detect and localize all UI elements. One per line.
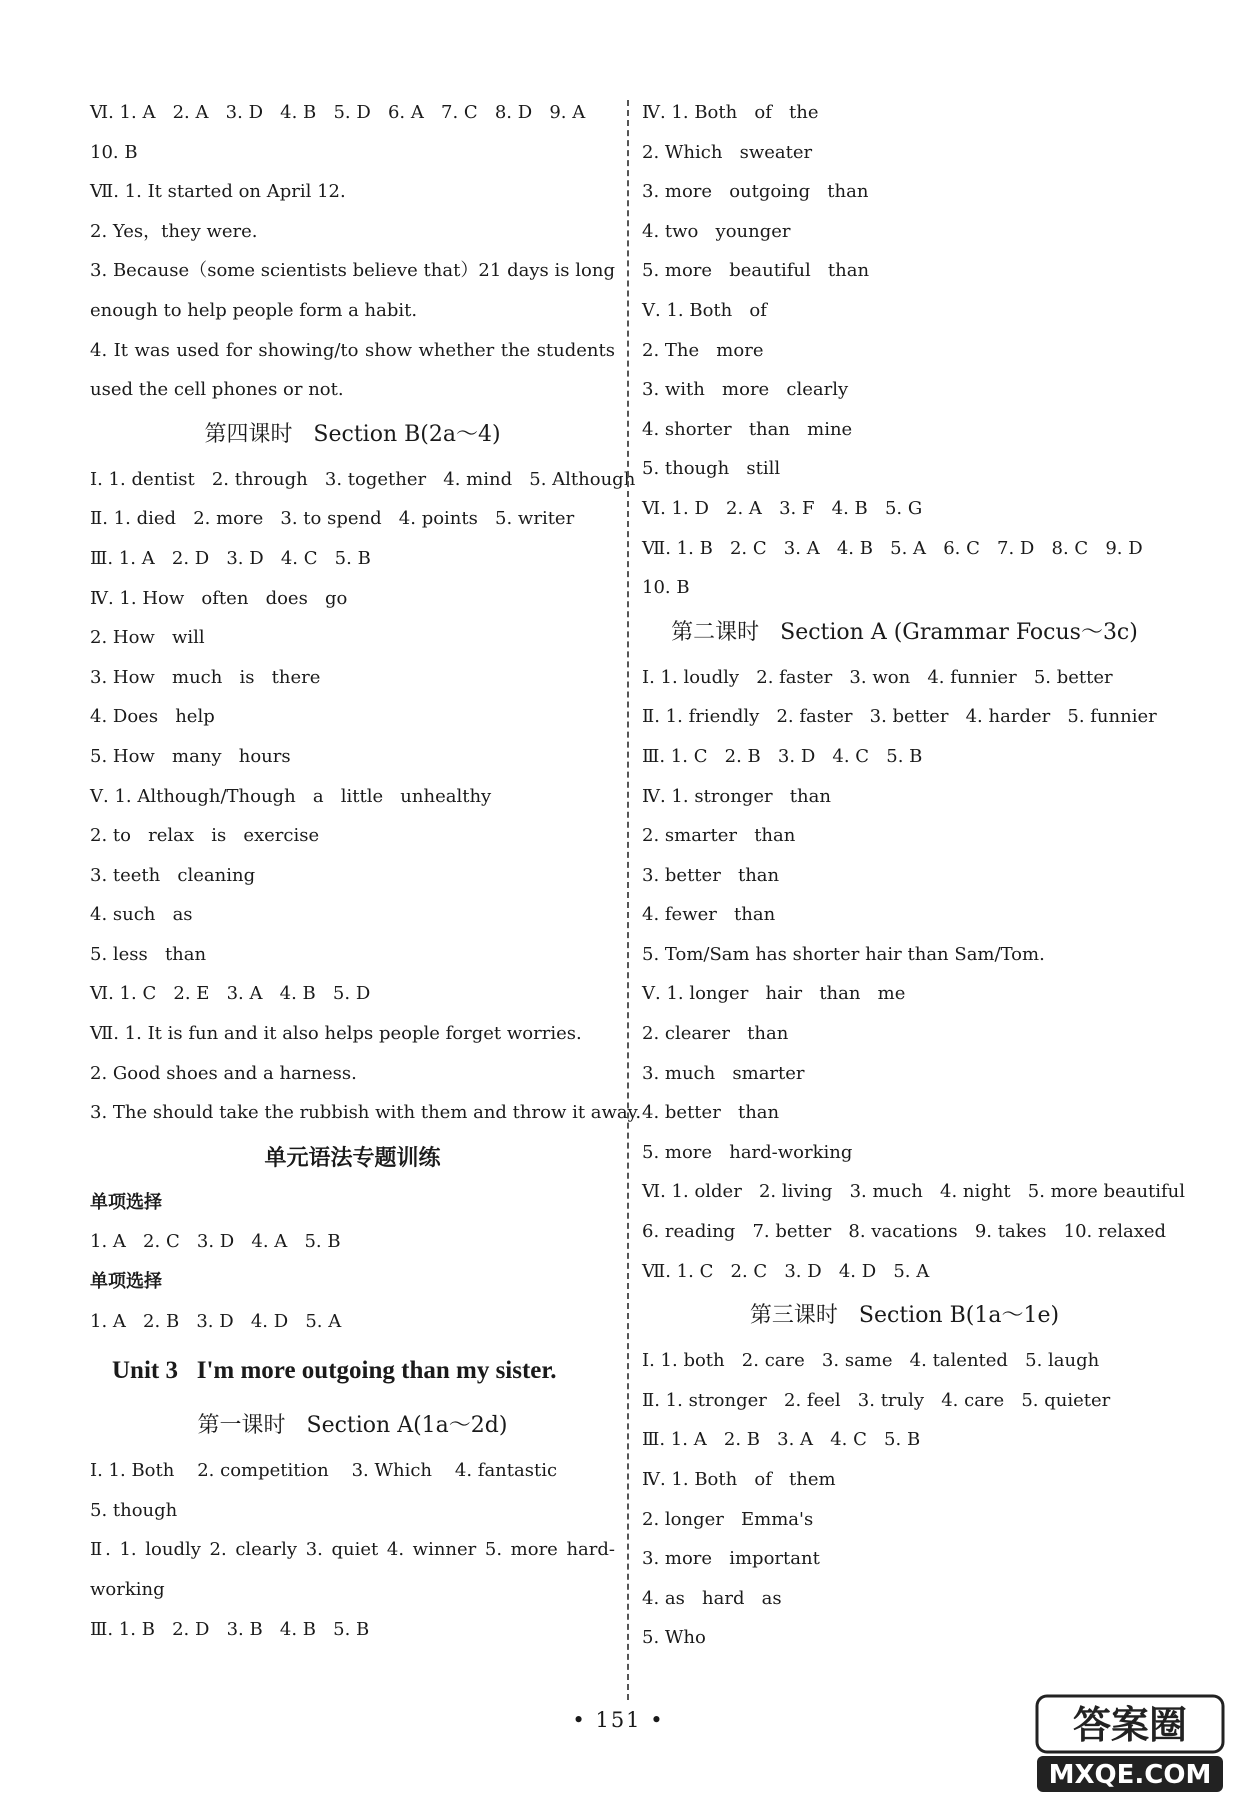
answer-line: Ⅳ. 1. Both of them — [642, 1469, 836, 1490]
answer-line: 2. to relax is exercise — [90, 825, 320, 847]
answer-line: Ⅵ. 1. C 2. E 3. A 4. B 5. D — [90, 983, 371, 1005]
answer-line: 5. though — [90, 1499, 178, 1521]
answer-line: Ⅵ. 1. older 2. living 3. much 4. night 5. more beautiful — [642, 1181, 1186, 1203]
answer-line: 10. B — [90, 141, 138, 163]
answer-line: Ⅱ. 1. loudly 2. clearly 3. quiet 4. winner 5. more hard-working — [90, 1539, 615, 1600]
answer-line: 2. The more — [642, 339, 764, 361]
answer-line: Ⅰ. 1. dentist 2. through 3. together 4. mind 5. Although — [90, 468, 636, 490]
answer-line: Ⅲ. 1. A 2. B 3. A 4. C 5. B — [642, 1429, 921, 1451]
answer-line: Ⅵ. 1. A 2. A 3. D 4. B 5. D 6. A 7. C 8. D 9. A — [90, 102, 586, 123]
answer-line: 5. more beautiful than — [642, 260, 870, 282]
answer-line: 2. How will — [90, 627, 205, 649]
subsection-label: 单项选择 — [90, 1191, 162, 1213]
answer-line: Ⅲ. 1. B 2. D 3. B 4. B 5. B — [90, 1618, 370, 1640]
answer-line: 3. more outgoing than — [642, 181, 869, 203]
answer-line: 3. How much is there — [90, 666, 321, 688]
subsection-label: 单项选择 — [90, 1271, 162, 1293]
answer-line: 1. A 2. B 3. D 4. D 5. A — [90, 1310, 342, 1332]
answer-line: 5. How many hours — [90, 745, 291, 767]
answer-line: Ⅴ. 1. Although/Though a little unhealthy — [90, 785, 492, 807]
answer-line: 2. Which sweater — [642, 141, 813, 163]
answer-line: 4. as hard as — [642, 1587, 782, 1609]
lesson-heading: 第四课时 Section B(2a～4) — [204, 421, 501, 447]
answer-line: 3. Because（some scientists believe that）21 days is long enough to help people form a habit. — [90, 260, 615, 321]
answer-line: 4. better than — [642, 1102, 780, 1124]
answer-line: 3. better than — [642, 864, 780, 886]
answer-line: Ⅶ. 1. B 2. C 3. A 4. B 5. A 6. C 7. D 8. C 9. D — [642, 537, 1143, 559]
answer-line: Ⅳ. 1. Both of the — [642, 102, 819, 123]
answer-line: 5. Who — [642, 1627, 706, 1649]
answer-line: 4. such as — [90, 904, 193, 926]
section-heading: 单元语法专题训练 — [264, 1144, 441, 1171]
watermark-logo — [1035, 1694, 1225, 1794]
answer-line: 2. clearer than — [642, 1023, 789, 1045]
answer-line: 2. Yes，they were. — [90, 220, 258, 242]
lesson-heading: 第二课时 Section A (Grammar Focus～3c) — [671, 619, 1138, 645]
answer-line: Ⅴ. 1. Both of — [642, 299, 767, 321]
watermark-top-text: 答案圈 — [1072, 1703, 1188, 1747]
answer-line: 3. more important — [642, 1548, 820, 1570]
page-number: • 151 • — [572, 1708, 665, 1732]
answer-line: 2. smarter than — [642, 825, 796, 847]
answer-line: 5. more hard-working — [642, 1141, 853, 1163]
answer-line: Ⅱ. 1. friendly 2. faster 3. better 4. harder 5. funnier — [642, 706, 1157, 728]
answer-line: Ⅵ. 1. D 2. A 3. F 4. B 5. G — [642, 497, 923, 519]
answer-line: Ⅲ. 1. A 2. D 3. D 4. C 5. B — [90, 547, 371, 569]
lesson-heading: 第一课时 Section A(1a～2d) — [197, 1413, 508, 1439]
watermark-bottom-text: MXQE.COM — [1048, 1760, 1212, 1790]
answer-line: Ⅶ. 1. It started on April 12. — [90, 181, 346, 203]
answer-line: 4. shorter than mine — [642, 418, 853, 440]
answer-line: 1. A 2. C 3. D 4. A 5. B — [90, 1231, 341, 1253]
left-column — [90, 93, 642, 1649]
answer-line: 5. Tom/Sam has shorter hair than Sam/Tom. — [642, 943, 1045, 965]
right-column — [642, 93, 1186, 1658]
answer-line: Ⅶ. 1. It is fun and it also helps people forget worries. — [90, 1023, 582, 1045]
lesson-heading: 第三课时 Section B(1a～1e) — [749, 1303, 1060, 1329]
unit-title: Unit 3 I'm more outgoing than my sister. — [112, 1357, 557, 1385]
column-divider — [627, 100, 629, 1700]
answer-line: 3. much smarter — [642, 1062, 805, 1084]
answer-line: 2. Good shoes and a harness. — [90, 1062, 357, 1084]
answer-line: 3. teeth cleaning — [90, 864, 256, 886]
answer-line: Ⅰ. 1. both 2. care 3. same 4. talented 5. laugh — [642, 1350, 1100, 1372]
answer-line: 3. The should take the rubbish with them and throw it away. — [90, 1102, 642, 1124]
answer-line: 10. B — [642, 577, 690, 599]
answer-line: 5. though still — [642, 458, 781, 480]
answer-line: Ⅰ. 1. loudly 2. faster 3. won 4. funnier 5. better — [642, 666, 1113, 688]
answer-line: 3. with more clearly — [642, 379, 849, 401]
answer-line: Ⅲ. 1. C 2. B 3. D 4. C 5. B — [642, 745, 923, 767]
answer-line: 4. two younger — [642, 220, 791, 242]
answer-line: 4. fewer than — [642, 904, 776, 926]
answer-line: 6. reading 7. better 8. vacations 9. takes 10. relaxed — [642, 1221, 1167, 1243]
answer-line: Ⅱ. 1. stronger 2. feel 3. truly 4. care 5. quieter — [642, 1389, 1111, 1411]
answer-line: 5. less than — [90, 943, 207, 965]
answer-line: Ⅳ. 1. How often does go — [90, 587, 348, 609]
answer-line: Ⅶ. 1. C 2. C 3. D 4. D 5. A — [642, 1260, 930, 1282]
answer-line: Ⅳ. 1. stronger than — [642, 785, 831, 807]
answer-line: 4. It was used for showing/to show whether the students used the cell phones or not. — [90, 339, 615, 401]
answer-line: Ⅴ. 1. longer hair than me — [642, 983, 906, 1005]
answer-line: Ⅰ. 1. Both 2. competition 3. Which 4. fantastic — [90, 1460, 558, 1482]
answer-line: 2. longer Emma's — [642, 1508, 814, 1530]
answer-line: Ⅱ. 1. died 2. more 3. to spend 4. points 5. writer — [90, 508, 575, 530]
answer-line: 4. Does help — [90, 706, 215, 728]
